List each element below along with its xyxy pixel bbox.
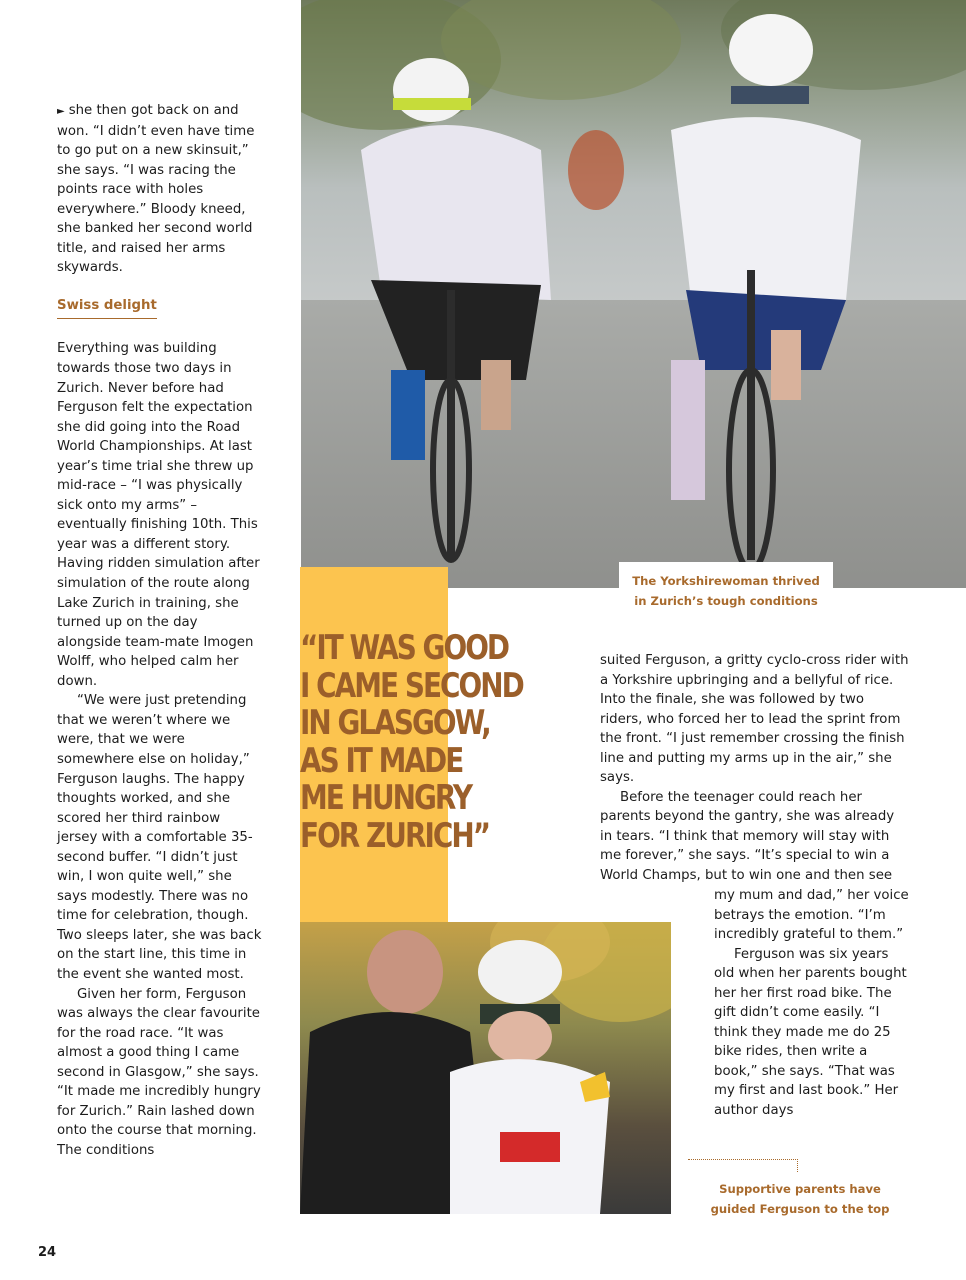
caption-top-line: The Yorkshirewoman thrived — [632, 574, 820, 588]
right-column-narrow — [714, 886, 910, 1121]
subheading: Swiss delight — [57, 296, 157, 320]
pull-quote-line: AS IT MADE — [300, 740, 463, 781]
left-column — [57, 101, 262, 1160]
embrace-illustration — [300, 922, 671, 1214]
body-paragraph: Given her form, Ferguson was always the clear favourite for the road race. “It was almost a good thing I came second in Glasgow,” she says. “It made me incredibly hungry for Zurich.” Rain lashed down onto the course that morning. The conditions — [57, 986, 261, 1158]
caption-top — [619, 562, 833, 614]
body-paragraph: Everything was building towards those two days in Zurich. Never before had Ferguson felt the expectation she did going into the Road World Championships. At last year’s time trial she threw up mid-race – “I was physically sick onto my arms” – eventually finishing 10th. This year was a different story. Having ridden simulation after simulation of the route along Lake Zurich in training, she turned up on the day alongside team-mate Imogen Wolff, who helped calm her down. — [57, 341, 260, 689]
caption-top-line: in Zurich’s tough conditions — [634, 593, 818, 608]
photo-rider-with-parent — [300, 922, 671, 1214]
body-paragraph: Ferguson was six years old when her parents bought her her first road bike. The gift didn’t come easily. “I think they made me do 25 bike rides, then write a book,” she says. “That was my first and last book.” Her author days — [714, 946, 907, 1119]
caption-pointer-line — [688, 1159, 798, 1160]
intro-text: she then got back on and won. “I didn’t even have time to go put on a new skinsuit,” she says. “I was racing the points race with holes everywhere.” Bloody kneed, she banked her second world title, and raised her arms skywards. — [57, 103, 255, 276]
caption-pointer-tick — [797, 1159, 798, 1172]
cyclists-illustration — [301, 0, 966, 588]
continue-arrow-icon: ► — [57, 106, 65, 117]
caption-bottom-line: guided Ferguson to the top — [710, 1201, 890, 1216]
page-number: 24 — [38, 1245, 57, 1260]
photo-cyclists-racing — [301, 0, 966, 588]
caption-bottom — [700, 1180, 900, 1219]
body-paragraph: Before the teenager could reach her parents beyond the gantry, she was already in tears. “I think that memory will stay with me forever,” she says. “It’s special to win a World Champs, but to win one and then see — [600, 789, 895, 884]
pull-quote-line: IN GLASGOW, — [300, 703, 490, 743]
intro-paragraph — [57, 101, 262, 278]
pull-quote-line: FOR ZURICH” — [300, 815, 490, 856]
pull-quote-line: I CAME SECOND — [300, 665, 523, 706]
body-paragraph: my mum and dad,” her voice betrays the emotion. “I’m incredibly grateful to them.” — [714, 888, 909, 943]
caption-bottom-line: Supportive parents have — [719, 1182, 881, 1196]
pull-quote — [300, 630, 521, 855]
body-paragraph: “We were just pretending that we weren’t where we were, that we were somewhere else on holiday,” Ferguson laughs. The happy thoughts worked, and she scored her third rainbow jersey with a comfortable 35-second buffer. “I didn’t just win, I won quite well,” she says modestly. There was no time for celebration, though. Two sleeps later, she was back on the start line, this time in the event she wanted most. — [57, 693, 262, 982]
right-column — [600, 651, 910, 886]
pull-quote-line: ME HUNGRY — [300, 778, 472, 818]
pull-quote-line: “IT WAS GOOD — [300, 628, 509, 668]
body-paragraph: suited Ferguson, a gritty cyclo-cross rider with a Yorkshire upbringing and a bellyful of rice. Into the finale, she was followed by two riders, who forced her to lead the sprint from the front. “I just remember crossing the finish line and putting my arms up in the air,” she says. — [600, 653, 909, 786]
